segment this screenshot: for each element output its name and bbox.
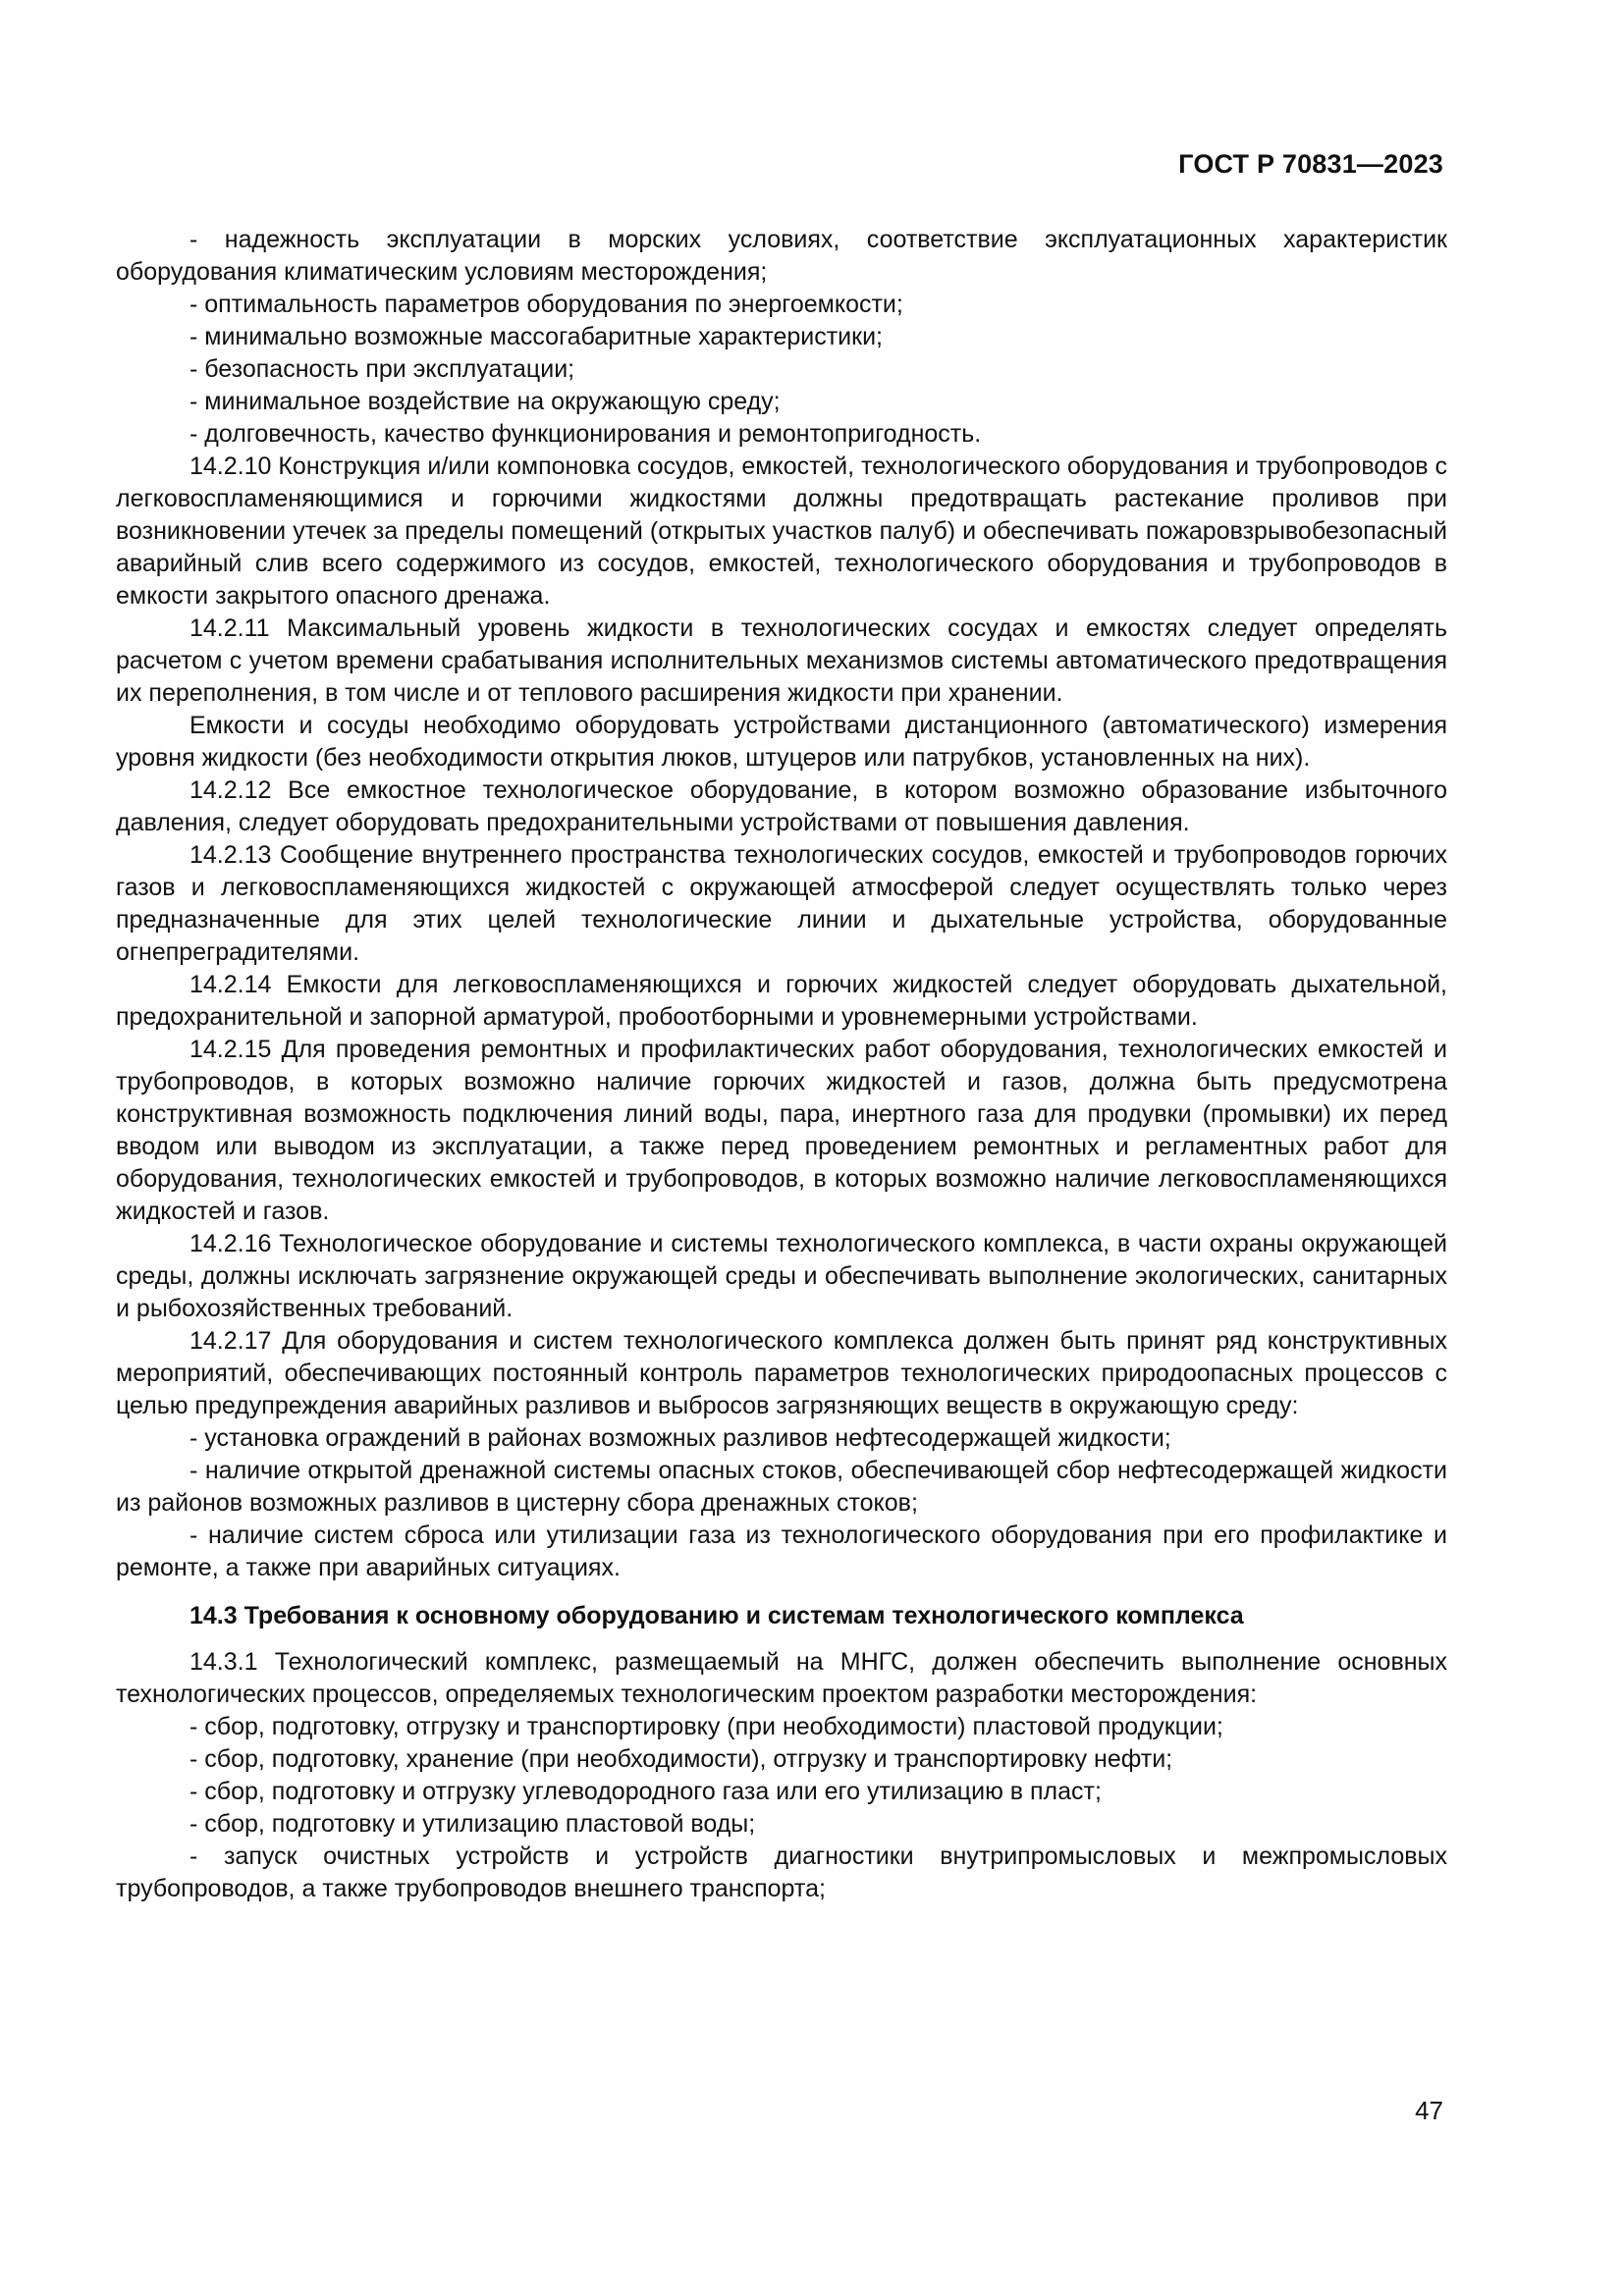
list-item: - надежность эксплуатации в морских условиях, соответствие эксплуатационных характеристик оборудования климатическим условиям месторождения;	[116, 226, 1447, 286]
section-heading-14-3: 14.3 Требования к основному оборудованию и системам технологического комплекса	[189, 1602, 1244, 1629]
list-item: - долговечность, качество функционирования и ремонтопригодность.	[189, 420, 982, 448]
clause-14-2-10: 14.2.10 Конструкция и/или компоновка сосудов, емкостей, технологического оборудования и трубопроводов с легковоспламеняющимися и горючими жидкостями должны предотвращать растекание проливов при возникновении утечек за пределы помещений (открытых участков палуб) и обеспечивать пожаровзрывобезопасный аварийный слив всего содержимого из сосудов, емкостей, технологического оборудования и трубопроводов в емкости закрытого опасного дренажа.	[116, 453, 1448, 610]
clause-14-2-11: 14.2.11 Максимальный уровень жидкости в технологических сосудах и емкостях следует определять расчетом с учетом времени срабатывания исполнительных механизмов системы автоматического предотвращения их переполнения, в том числе и от теплового расширения жидкости при хранении.	[116, 614, 1447, 707]
document-body	[116, 224, 1447, 1905]
list-item: - наличие систем сброса или утилизации газа из технологического оборудования при его профилактике и ремонте, а также при аварийных ситуациях.	[116, 1522, 1447, 1581]
page-number: 47	[1415, 2096, 1443, 2125]
list-item: - запуск очистных устройств и устройств диагностики внутрипромысловых и межпромысловых трубопроводов, а также трубопроводов внешнего транспорта;	[116, 1842, 1447, 1902]
clause-14-2-12: 14.2.12 Все емкостное технологическое оборудование, в котором возможно образование избыточного давления, следует оборудовать предохранительными устройствами от повышения давления.	[116, 776, 1447, 836]
list-item: - безопасность при эксплуатации;	[189, 355, 575, 383]
clause-14-2-16: 14.2.16 Технологическое оборудование и системы технологического комплекса, в части охраны окружающей среды, должны исключать загрязнение окружающей среды и обеспечивать выполнение экологических, санитарных и рыбохозяйственных требований.	[116, 1230, 1447, 1322]
clause-14-2-14: 14.2.14 Емкости для легковоспламеняющихся и горючих жидкостей следует оборудовать дыхательной, предохранительной и запорной арматурой, пробоотборными и уровнемерными устройствами.	[116, 971, 1447, 1031]
list-item: - минимальное воздействие на окружающую среду;	[189, 388, 781, 415]
list-item: - сбор, подготовку и отгрузку углеводородного газа или его утилизацию в пласт;	[189, 1778, 1102, 1805]
document-code-header: ГОСТ Р 70831—2023	[1178, 149, 1443, 179]
clause-14-2-13: 14.2.13 Сообщение внутреннего пространства технологических сосудов, емкостей и трубопроводов горючих газов и легковоспламеняющихся жидкостей с окружающей атмосферой следует осуществлять только через предназначенные для этих целей технологические линии и дыхательные устройства, оборудованные огнепреградителями.	[116, 841, 1447, 966]
list-item: - установка ограждений в районах возможных разливов нефтесодержащей жидкости;	[189, 1424, 1171, 1452]
list-item: - сбор, подготовку, отгрузку и транспортировку (при необходимости) пластовой продукции;	[189, 1713, 1223, 1740]
list-item: - наличие открытой дренажной системы опасных стоков, обеспечивающей сбор нефтесодержащей жидкости из районов возможных разливов в цистерну сбора дренажных стоков;	[116, 1457, 1447, 1517]
list-item: - минимально возможные массогабаритные характеристики;	[189, 323, 883, 350]
clause-14-2-11-continuation: Емкости и сосуды необходимо оборудовать устройствами дистанционного (автоматического) измерения уровня жидкости (без необходимости открытия люков, штуцеров или патрубков, установленных на них).	[116, 712, 1447, 772]
clause-14-2-17: 14.2.17 Для оборудования и систем технологического комплекса должен быть принят ряд конструктивных мероприятий, обеспечивающих постоянный контроль параметров технологических природоопасных процессов с целью предупреждения аварийных разливов и выбросов загрязняющих веществ в окружающую среду:	[116, 1327, 1447, 1419]
list-item: - сбор, подготовку и утилизацию пластовой воды;	[189, 1810, 756, 1838]
clause-14-2-15: 14.2.15 Для проведения ремонтных и профилактических работ оборудования, технологических емкостей и трубопроводов, в которых возможно наличие горючих жидкостей и газов, должна быть предусмотрена конструктивная возможность подключения линий воды, пара, инертного газа для продувки (промывки) их перед вводом или выводом из эксплуатации, а также перед проведением ремонтных и регламентных работ для оборудования, технологических емкостей и трубопроводов, в которых возможно наличие легковоспламеняющихся жидкостей и газов.	[116, 1036, 1447, 1225]
list-item: - оптимальность параметров оборудования по энергоемкости;	[189, 291, 903, 318]
clause-14-3-1: 14.3.1 Технологический комплекс, размещаемый на МНГС, должен обеспечить выполнение основных технологических процессов, определяемых технологическим проектом разработки месторождения:	[116, 1648, 1447, 1708]
list-item: - сбор, подготовку, хранение (при необходимости), отгрузку и транспортировку нефти;	[189, 1745, 1173, 1773]
